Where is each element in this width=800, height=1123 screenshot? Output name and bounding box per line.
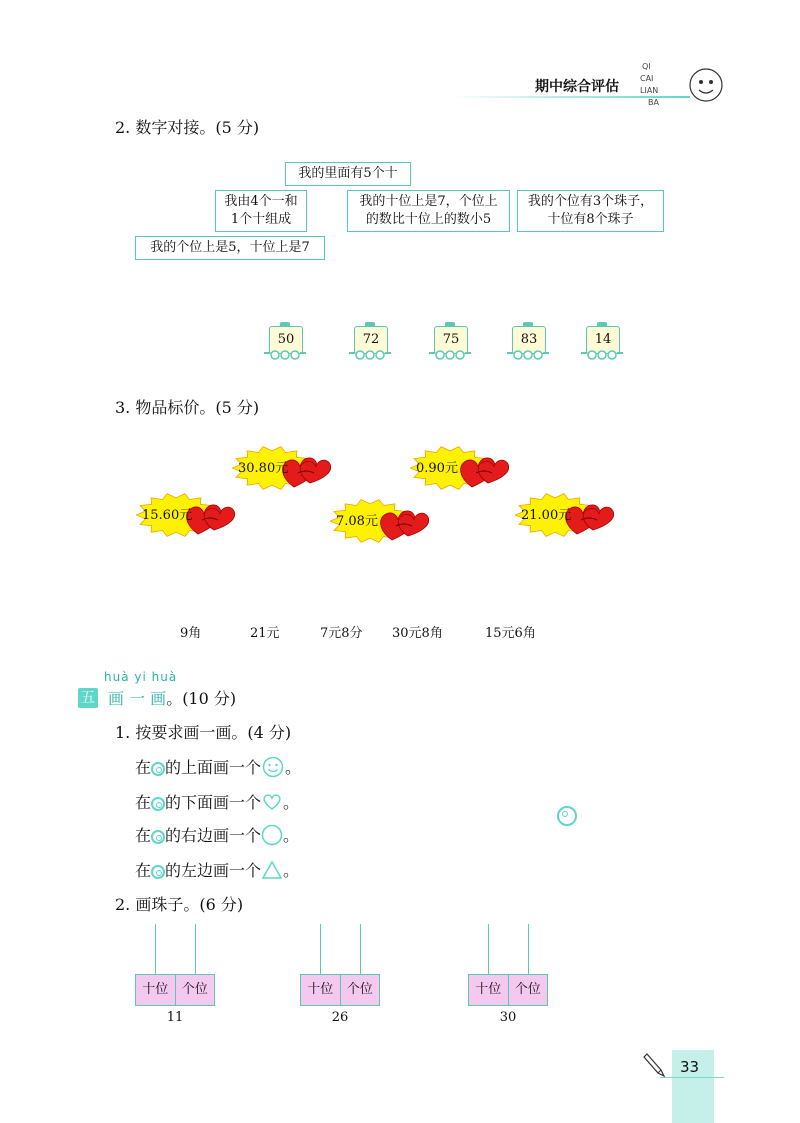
tens-rod[interactable] xyxy=(320,924,321,974)
clue-box-4-line-1: 我的个位有3个珠子， xyxy=(527,194,654,209)
tens-label: 十位 xyxy=(469,975,509,1005)
answer-label-4: 30元8角 xyxy=(392,626,443,641)
page-number: 33 xyxy=(680,1058,700,1076)
ring-icon xyxy=(151,762,165,776)
clue-box-2-line-1: 我由4个一和 xyxy=(224,194,298,209)
wheels-icon xyxy=(264,350,306,360)
clue-box-2[interactable] xyxy=(215,190,307,232)
train-car-2[interactable] xyxy=(352,322,388,362)
section-title-rest: 。(10 分) xyxy=(166,689,237,708)
header-logo xyxy=(640,55,730,115)
pencil-icon xyxy=(643,1050,667,1078)
tens-label: 十位 xyxy=(301,975,341,1005)
clue-box-3[interactable] xyxy=(347,190,510,232)
answer-label-5: 15元6角 xyxy=(485,626,536,641)
train-number: 50 xyxy=(269,326,303,354)
clue-box-4-line-2: 十位有8个珠子 xyxy=(547,212,634,227)
train-number: 83 xyxy=(512,326,546,354)
wheels-icon xyxy=(507,350,549,360)
page-number-rule xyxy=(660,1077,724,1078)
ring-icon xyxy=(557,806,577,826)
clue-box-3-line-2: 的数比十位上的数小5 xyxy=(365,212,492,227)
tens-rod[interactable] xyxy=(155,924,156,974)
draw-line-3 xyxy=(135,823,299,846)
ring-icon xyxy=(151,865,165,879)
draw-line-2-pre: 在 xyxy=(135,793,152,812)
draw-line-2 xyxy=(135,790,299,813)
section-number-badge: 五 xyxy=(78,688,98,708)
ones-rod[interactable] xyxy=(360,924,361,974)
target-number: 30 xyxy=(499,1010,517,1025)
train-number: 72 xyxy=(354,326,388,354)
question-2-title: 2. 数字对接。(5 分) xyxy=(115,118,260,137)
price-text: 30.80元 xyxy=(238,461,289,476)
triangle-icon xyxy=(261,860,283,880)
smiley-icon xyxy=(261,756,285,778)
price-tag-5[interactable] xyxy=(515,490,625,540)
answer-label-1: 9角 xyxy=(180,626,202,641)
question-3-title: 3. 物品标价。(5 分) xyxy=(115,398,260,417)
price-text: 0.90元 xyxy=(416,461,458,476)
place-value-chart-1[interactable] xyxy=(135,924,215,1024)
price-text: 15.60元 xyxy=(142,508,193,523)
clue-box-2-line-2: 1个十组成 xyxy=(230,212,292,227)
price-tag-1[interactable] xyxy=(232,443,342,493)
ones-rod[interactable] xyxy=(528,924,529,974)
draw-line-1-pre: 在 xyxy=(135,758,152,777)
section-title-main: 画 一 画 xyxy=(108,689,167,708)
answer-label-2: 21元 xyxy=(250,626,280,641)
draw-line-3-mid: 的右边画一个 xyxy=(165,826,262,845)
heart-icon xyxy=(261,792,283,812)
draw-line-2-post: 。 xyxy=(283,793,300,812)
draw-question-1-title: 1. 按要求画一画。(4 分) xyxy=(115,723,292,742)
clue-box-5[interactable]: 我的个位上是5，十位上是7 xyxy=(135,236,325,260)
place-value-cells xyxy=(468,974,548,1006)
wheels-icon xyxy=(581,350,623,360)
price-text: 7.08元 xyxy=(336,514,378,529)
target-number: 11 xyxy=(166,1010,184,1025)
ones-label: 个位 xyxy=(346,982,373,997)
draw-line-3-post: 。 xyxy=(283,826,300,845)
tens-label: 十位 xyxy=(136,975,176,1005)
wheels-icon xyxy=(429,350,471,360)
draw-line-4-post: 。 xyxy=(283,861,300,880)
logo-text-2: CAI xyxy=(640,74,654,83)
train-car-3[interactable] xyxy=(432,322,468,362)
place-value-cells xyxy=(135,974,215,1006)
draw-question-2-title: 2. 画珠子。(6 分) xyxy=(115,895,244,914)
logo-text-3: LIAN xyxy=(640,86,659,95)
answer-label-3: 7元8分 xyxy=(320,626,363,641)
draw-line-4 xyxy=(135,858,299,881)
price-tag-4[interactable] xyxy=(330,496,440,546)
section-pinyin: huà yi huà xyxy=(104,670,178,684)
clue-box-3-line-1: 我的十位上是7，个位上 xyxy=(359,194,498,209)
ones-rod[interactable] xyxy=(195,924,196,974)
draw-line-1-mid: 的上面画一个 xyxy=(165,758,262,777)
train-car-5[interactable] xyxy=(584,322,620,362)
ring-icon xyxy=(151,797,165,811)
logo-text-1: QI xyxy=(642,62,651,71)
train-car-1[interactable] xyxy=(267,322,303,362)
price-tag-2[interactable] xyxy=(410,443,520,493)
draw-line-4-mid: 的左边画一个 xyxy=(165,861,262,880)
draw-line-4-pre: 在 xyxy=(135,861,152,880)
ones-label: 个位 xyxy=(181,982,208,997)
draw-line-2-mid: 的下面画一个 xyxy=(165,793,262,812)
target-number: 26 xyxy=(331,1010,349,1025)
train-car-4[interactable] xyxy=(510,322,546,362)
section-title xyxy=(108,686,236,709)
draw-line-1 xyxy=(135,755,301,778)
clue-box-1[interactable]: 我的里面有5个十 xyxy=(285,162,411,186)
train-number: 14 xyxy=(586,326,620,354)
place-value-cells xyxy=(300,974,380,1006)
target-ring[interactable] xyxy=(557,806,577,827)
price-text: 21.00元 xyxy=(521,508,572,523)
place-value-chart-2[interactable] xyxy=(300,924,380,1024)
wheels-icon xyxy=(349,350,391,360)
draw-line-1-post: 。 xyxy=(285,758,302,777)
price-tag-3[interactable] xyxy=(136,490,246,540)
tens-rod[interactable] xyxy=(488,924,489,974)
draw-line-3-pre: 在 xyxy=(135,826,152,845)
ring-icon xyxy=(151,830,165,844)
clue-box-4[interactable] xyxy=(517,190,664,232)
page-header-title: 期中综合评估 xyxy=(535,79,619,95)
logo-text-4: BA xyxy=(648,98,659,107)
circle-icon xyxy=(261,824,283,846)
train-number: 75 xyxy=(434,326,468,354)
place-value-chart-3[interactable] xyxy=(468,924,548,1024)
ones-label: 个位 xyxy=(514,982,541,997)
